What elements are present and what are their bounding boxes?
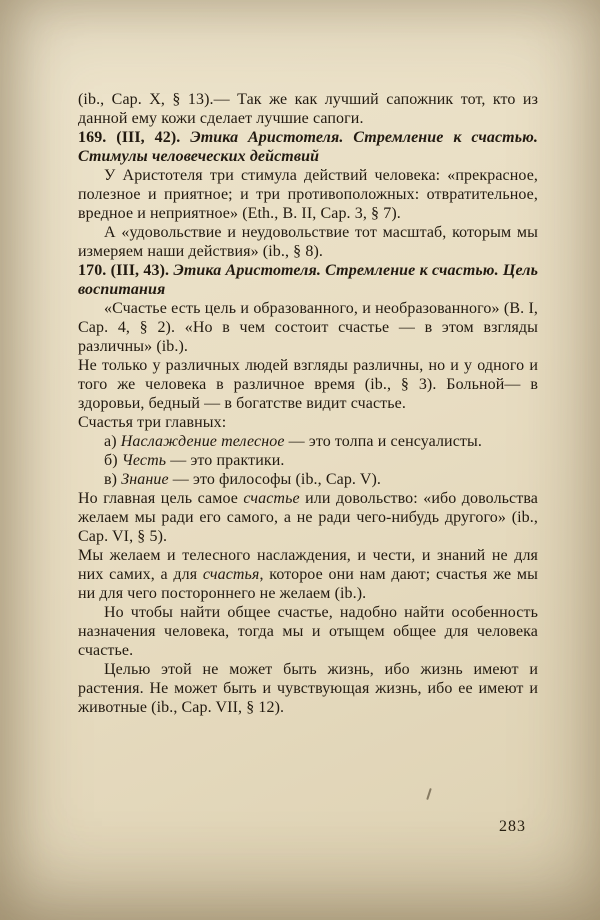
- list-marker: в): [104, 471, 118, 488]
- paragraph-text: , которое они нам дают; счастья же мы ни для чего постороннего не желаем (ib.).: [78, 566, 538, 602]
- section-heading-170: [78, 261, 538, 299]
- heading-title: Этика Аристотеля. Стремление к счастью. Цель воспитания: [78, 262, 538, 298]
- paragraph-text: Но чтобы найти общее счастье, надобно найти особенность назначения человека, тогда мы и отыщем общее для человека счастье.: [78, 604, 538, 659]
- emphasis-word: счастья: [202, 566, 260, 583]
- paragraph-text: Счастья три главных:: [78, 414, 227, 431]
- paragraph: [78, 546, 538, 603]
- paragraph-text: Мы желаем и телесного наслаждения, и чести, и знаний не для них самих, а для: [78, 547, 538, 583]
- list-term: Честь: [121, 452, 167, 469]
- list-item-b: [78, 451, 538, 470]
- list-term: Знание: [121, 471, 169, 488]
- paragraph-text: У Аристотеля три стимула действий человека: «прекрасное, полезное и приятное; и три противоположных: отвратительное, вредное и неприятное» (Eth., B. II, Cap. 3, § 7).: [78, 167, 538, 222]
- heading-reference: (III, 43).: [110, 262, 170, 279]
- paragraph: [78, 413, 538, 432]
- paragraph: [78, 166, 538, 223]
- paragraph-text: (ib., Cap. X, § 13).— Так же как лучший сапожник тот, кто из данной ему кожи сделает лучшие сапоги.: [78, 91, 538, 127]
- heading-number: 169.: [78, 129, 107, 146]
- paragraph-text: Целью этой не может быть жизнь, ибо жизнь имеют и растения. Не может быть и чувствующая жизнь, ибо ее имеют и животные (ib., Cap. VII, § 12).: [78, 661, 538, 716]
- list-text: — это философы (ib., Cap. V).: [168, 471, 382, 488]
- list-item-c: [78, 470, 538, 489]
- heading-number: 170.: [78, 262, 107, 279]
- paragraph-text: или довольство: «ибо довольства желаем мы ради его самого, а не ради чего-нибудь другого» (ib., Cap. VI, § 5).: [78, 490, 538, 545]
- paragraph: [78, 660, 538, 717]
- paragraph: [78, 223, 538, 261]
- list-marker: а): [104, 433, 117, 450]
- paragraph-text: Не только у различных людей взгляды различны, но и у одного и того же человека в различное время (ib., § 3). Больной— в здоровьи, бедный — в богатстве видит счастье.: [78, 357, 538, 412]
- paragraph-continuation: [78, 90, 538, 128]
- list-term: Наслаждение телесное: [120, 433, 285, 450]
- paragraph: [78, 603, 538, 660]
- page-text: [78, 90, 538, 717]
- paragraph: [78, 299, 538, 356]
- list-text: — это толпа и сенсуалисты.: [284, 433, 482, 450]
- paragraph: [78, 489, 538, 546]
- list-text: — это практики.: [166, 452, 285, 469]
- list-item-a: [78, 432, 538, 451]
- paragraph-text: Но главная цель самое: [78, 490, 244, 507]
- heading-reference: (III, 42).: [116, 129, 181, 146]
- section-heading-169: [78, 128, 538, 166]
- paragraph-text: А «удовольствие и неудовольствие тот масштаб, которым мы измеряем наши действия» (ib., § 8).: [78, 224, 538, 260]
- scan-artifact: [426, 788, 432, 800]
- page-number: 283: [499, 818, 526, 835]
- list-marker: б): [104, 452, 118, 469]
- paragraph: [78, 356, 538, 413]
- paragraph-text: «Счастье есть цель и образованного, и необразованного» (B. I, Cap. 4, § 2). «Но в чем состоит счастье — в этом взгляды различны» (ib.).: [78, 300, 538, 355]
- emphasis-word: счастье: [243, 490, 300, 507]
- heading-title: Этика Аристотеля. Стремление к счастью. Стимулы человеческих действий: [78, 129, 539, 165]
